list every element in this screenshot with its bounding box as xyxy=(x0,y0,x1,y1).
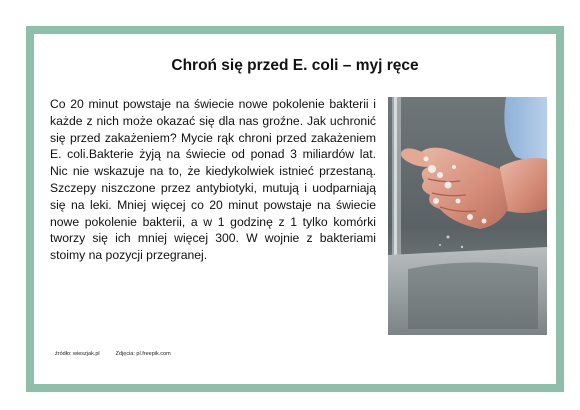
source-credit: źródło: wieszjak.pl xyxy=(55,351,100,357)
page-title: Chroń się przed E. coli – myj ręce xyxy=(171,57,419,74)
credits-line xyxy=(55,351,171,357)
content-frame xyxy=(26,26,564,392)
body-paragraph: Co 20 minut powstaje na świecie nowe pokolenie bakterii i każde z nich może okazać się dla nas groźne. Jak uchronić się przed zakażeniem? Mycie rąk chroni przed zakażeniem E. coli.Bakterie żyją na świecie od ponad 3 miliardów lat. Nic nie wskazuje na to, że kiedykolwiek istnieć przestaną. Szczepy niszczone przez antybiotyki, mutują i uodparniają się na leki. Mniej więcej co 20 minut powstaje na świecie nowe pokolenie bakterii, a w 1 godzinę z 1 tylko komórki tworzy się ich mniej więcej 300. W wojnie z bakteriami stoimy na pozycji przegranej. xyxy=(50,97,376,263)
handwashing-illustration xyxy=(388,97,547,335)
handwashing-photo xyxy=(388,97,547,335)
photo-credit: Zdjęcia: pl.freepik.com xyxy=(115,351,171,357)
